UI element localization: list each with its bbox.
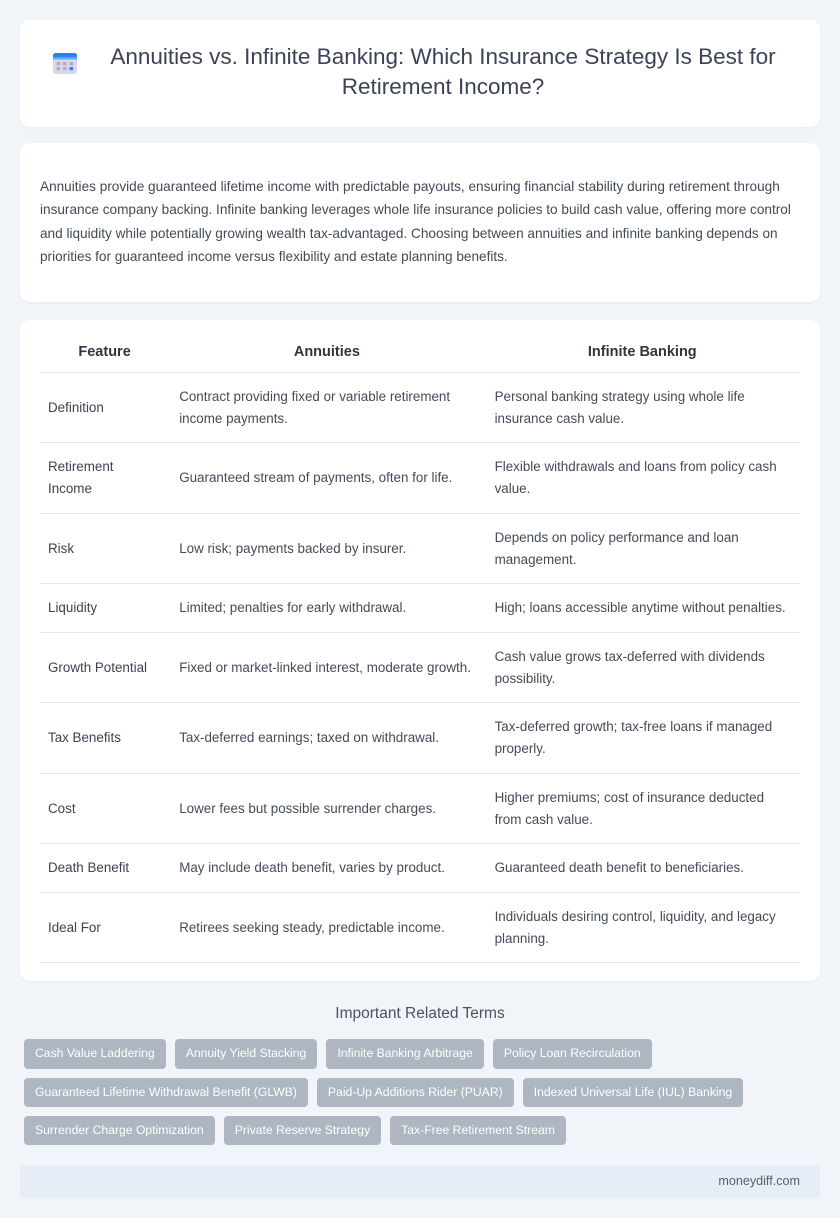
- table-cell-infinite-banking: Higher premiums; cost of insurance deducted from cash value.: [485, 773, 800, 843]
- column-header-annuities: Annuities: [293, 344, 360, 361]
- table-cell-infinite-banking: Cash value grows tax-deferred with dividends possibility.: [485, 632, 800, 702]
- related-term-tag[interactable]: Tax-Free Retirement Stream: [390, 1116, 566, 1145]
- table-cell-infinite-banking: Depends on policy performance and loan management.: [485, 513, 800, 583]
- table-cell-annuities: Fixed or market-linked interest, moderate growth.: [169, 632, 484, 702]
- related-term-tag[interactable]: Guaranteed Lifetime Withdrawal Benefit (GLWB): [24, 1078, 308, 1107]
- table-row: [40, 703, 800, 773]
- table-cell-annuities: Limited; penalties for early withdrawal.: [169, 584, 484, 633]
- table-cell-annuities: May include death benefit, varies by product.: [169, 844, 484, 893]
- table-row: [40, 443, 800, 513]
- calendar-icon: [50, 48, 80, 78]
- related-term-tag[interactable]: Annuity Yield Stacking: [175, 1039, 318, 1068]
- table-cell-annuities: Low risk; payments backed by insurer.: [169, 513, 484, 583]
- related-term-tag[interactable]: Paid-Up Additions Rider (PUAR): [317, 1078, 514, 1107]
- table-cell-feature: Tax Benefits: [40, 703, 169, 773]
- table-row: [40, 632, 800, 702]
- table-cell-feature: Retirement Income: [40, 443, 169, 513]
- table-cell-annuities: Retirees seeking steady, predictable income.: [169, 892, 484, 962]
- table-cell-infinite-banking: Flexible withdrawals and loans from policy cash value.: [485, 443, 800, 513]
- table-cell-annuities: Tax-deferred earnings; taxed on withdrawal.: [169, 703, 484, 773]
- table-cell-feature: Liquidity: [40, 584, 169, 633]
- table-row: [40, 373, 800, 443]
- related-term-tag[interactable]: Cash Value Laddering: [24, 1039, 166, 1068]
- table-cell-infinite-banking: High; loans accessible anytime without penalties.: [485, 584, 800, 633]
- table-cell-infinite-banking: Individuals desiring control, liquidity, and legacy planning.: [485, 892, 800, 962]
- table-row: [40, 584, 800, 633]
- table-row: [40, 844, 800, 893]
- table-header-row: [40, 336, 800, 373]
- related-term-tag[interactable]: Private Reserve Strategy: [224, 1116, 381, 1145]
- table-cell-annuities: Guaranteed stream of payments, often for life.: [169, 443, 484, 513]
- table-cell-feature: Risk: [40, 513, 169, 583]
- related-terms-list: [24, 1039, 816, 1145]
- intro-card: [20, 143, 820, 302]
- table-head: [40, 336, 800, 373]
- column-header-infinite-banking: Infinite Banking: [587, 344, 697, 361]
- table-cell-feature: Definition: [40, 373, 169, 443]
- table-cell-feature: Death Benefit: [40, 844, 169, 893]
- table-row: [40, 513, 800, 583]
- page-title: Annuities vs. Infinite Banking: Which Insurance Strategy Is Best for Retirement Income?: [110, 44, 776, 99]
- related-term-tag[interactable]: Indexed Universal Life (IUL) Banking: [523, 1078, 744, 1107]
- related-term-tag[interactable]: Policy Loan Recirculation: [493, 1039, 652, 1068]
- table-cell-infinite-banking: Tax-deferred growth; tax-free loans if managed properly.: [485, 703, 800, 773]
- intro-paragraph: Annuities provide guaranteed lifetime income with predictable payouts, ensuring financial stability during retirement through insurance company backing. Infinite banking leverages whole life insurance policies to build cash value, offering more control and liquidity while potentially growing wealth tax-advantaged. Choosing between annuities and infinite banking depends on priorities for guaranteed income versus flexibility and estate planning benefits.: [40, 178, 791, 265]
- table-row: [40, 892, 800, 962]
- table-row: [40, 773, 800, 843]
- related-term-tag[interactable]: Infinite Banking Arbitrage: [326, 1039, 484, 1068]
- table-cell-infinite-banking: Guaranteed death benefit to beneficiaries.: [485, 844, 800, 893]
- column-header-feature: Feature: [78, 344, 131, 361]
- title-card: [20, 20, 820, 127]
- table-cell-infinite-banking: Personal banking strategy using whole life insurance cash value.: [485, 373, 800, 443]
- table-cell-feature: Growth Potential: [40, 632, 169, 702]
- table-cell-feature: Ideal For: [40, 892, 169, 962]
- table-cell-feature: Cost: [40, 773, 169, 843]
- comparison-table: [40, 336, 800, 963]
- table-body: [40, 373, 800, 963]
- related-term-tag[interactable]: Surrender Charge Optimization: [24, 1116, 215, 1145]
- footer-site-name: moneydiff.com: [718, 1174, 800, 1189]
- table-cell-annuities: Contract providing fixed or variable retirement income payments.: [169, 373, 484, 443]
- related-terms-heading: Important Related Terms: [335, 1005, 505, 1023]
- footer-bar: [20, 1165, 820, 1198]
- comparison-table-card: [20, 320, 820, 981]
- table-cell-annuities: Lower fees but possible surrender charges.: [169, 773, 484, 843]
- related-terms-section: [20, 1005, 820, 1145]
